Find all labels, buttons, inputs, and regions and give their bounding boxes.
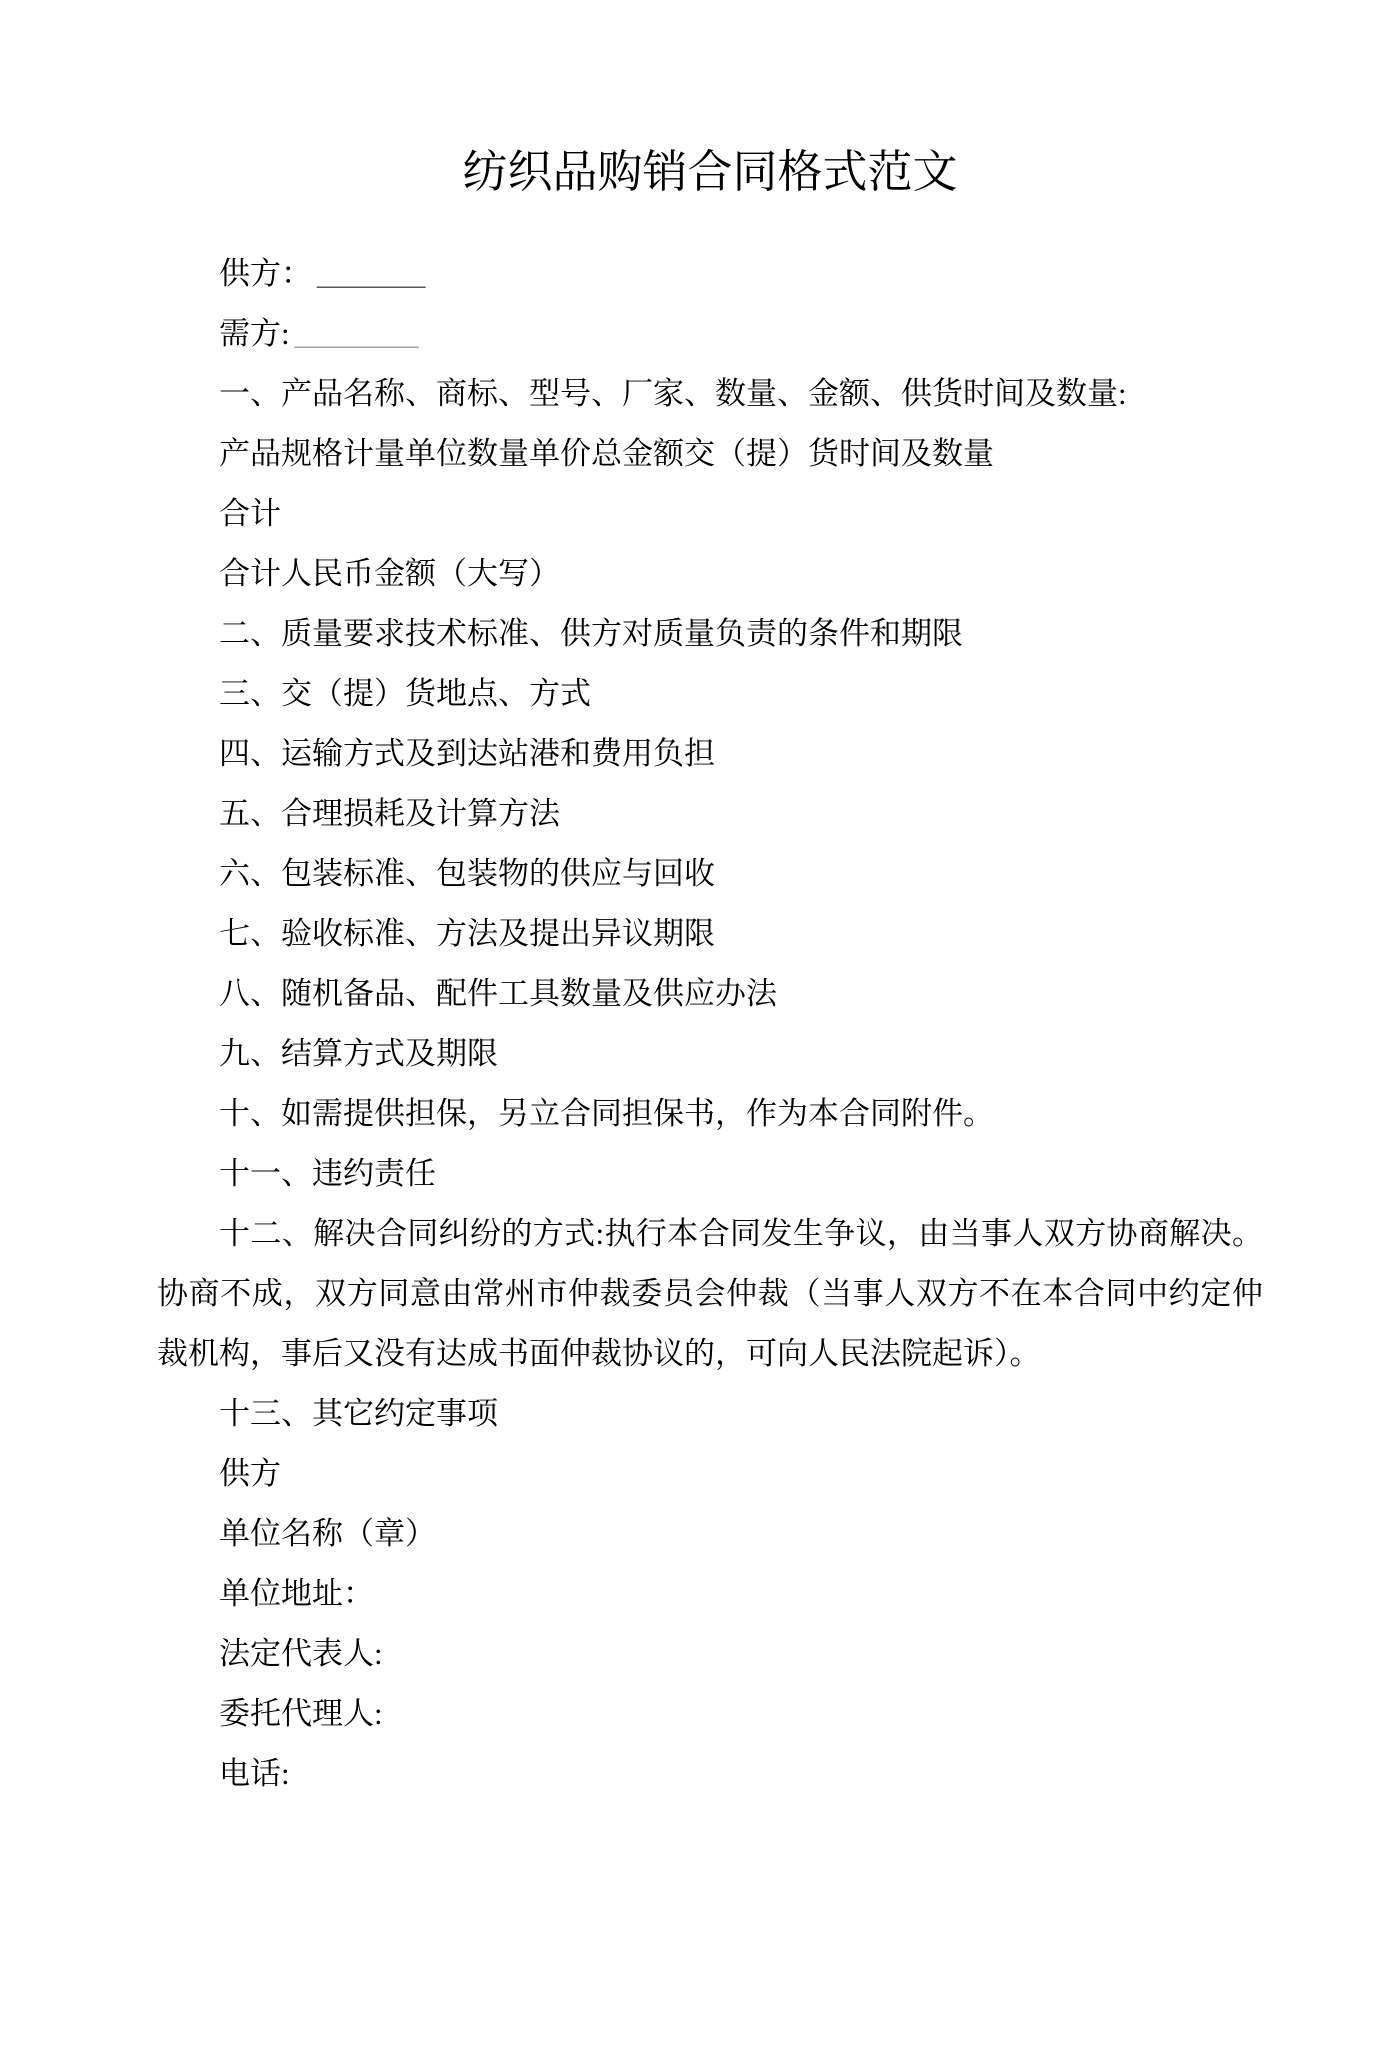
- clause-11-breach: 十一、违约责任: [219, 1156, 436, 1191]
- clause-5-loss: 五、合理损耗及计算方法: [219, 796, 560, 831]
- signature-entrusted-agent: 委托代理人:: [219, 1696, 383, 1731]
- supplier-label: 供方：: [219, 256, 312, 291]
- clause-7-acceptance: 七、验收标准、方法及提出异议期限: [219, 916, 715, 951]
- signature-phone: 电话:: [219, 1756, 290, 1791]
- signature-party-label: 供方: [219, 1456, 281, 1491]
- clause-2-quality: 二、质量要求技术标准、供方对质量负责的条件和期限: [219, 616, 963, 651]
- clause-1-products: 一、产品名称、商标、型号、厂家、数量、金额、供货时间及数量:: [219, 376, 1127, 411]
- buyer-blank-line: ________: [294, 316, 419, 351]
- clause-1-total-in-words: 合计人民币金额（大写）: [219, 556, 560, 591]
- buyer-label: 需方:: [219, 316, 290, 351]
- clause-1-table-header: 产品规格计量单位数量单价总金额交（提）货时间及数量: [219, 436, 994, 471]
- signature-legal-representative: 法定代表人:: [219, 1636, 383, 1671]
- document-title: 纺织品购销合同格式范文: [462, 147, 958, 197]
- clause-8-spare-parts: 八、随机备品、配件工具数量及供应办法: [219, 976, 777, 1011]
- signature-unit-address: 单位地址：: [219, 1576, 374, 1611]
- clause-13-other: 十三、其它约定事项: [219, 1396, 498, 1431]
- supplier-blank-line: _______: [317, 256, 426, 291]
- clause-10-guarantee: 十、如需提供担保，另立合同担保书，作为本合同附件。: [219, 1096, 994, 1131]
- buyer-line: [157, 304, 1263, 364]
- clause-12-disputes: 十二、解决合同纠纷的方式:执行本合同发生争议，由当事人双方协商解决。协商不成，双方同意由常州市仲裁委员会仲裁（当事人双方不在本合同中约定仲裁机构，事后又没有达成书面仲裁协议的，可向人民法院起诉）。: [157, 1216, 1263, 1371]
- supplier-line: [157, 244, 1263, 304]
- clause-1-total: 合计: [219, 496, 281, 531]
- clause-3-delivery-place: 三、交（提）货地点、方式: [219, 676, 591, 711]
- clause-4-transport: 四、运输方式及到达站港和费用负担: [219, 736, 715, 771]
- clause-6-packaging: 六、包装标准、包装物的供应与回收: [219, 856, 715, 891]
- signature-unit-name: 单位名称（章）: [219, 1516, 436, 1551]
- clause-9-settlement: 九、结算方式及期限: [219, 1036, 498, 1071]
